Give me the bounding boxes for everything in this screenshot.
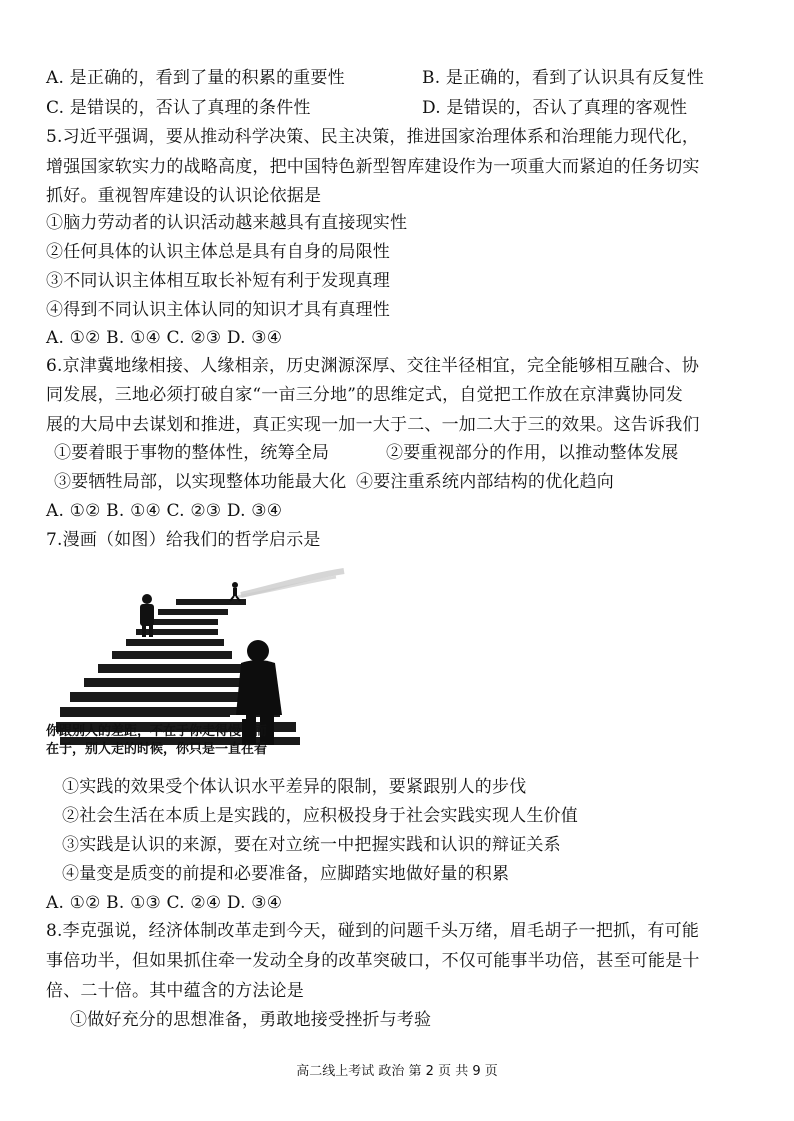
q5-item-3: ③不同认识主体相互取长补短有利于发现真理 <box>46 271 390 291</box>
q5-stem-line-2: 增强国家软实力的战略高度，把中国特色新型智库建设作为一项重大而紧迫的任务切实 <box>46 157 700 177</box>
q6-item-3: ③要牺牲局部，以实现整体功能最大化 <box>54 472 347 492</box>
q5-item-1: ①脑力劳动者的认识活动越来越具有直接现实性 <box>46 213 408 233</box>
q4-option-b: B. 是正确的，看到了认识具有反复性 <box>422 68 704 88</box>
q6-item-2: ②要重视部分的作用，以推动整体发展 <box>386 443 679 463</box>
page-footer: 高二线上考试 政治 第 2 页 共 9 页 <box>296 1064 498 1079</box>
q8-stem-line-1: 8.李克强说，经济体制改革走到今天，碰到的问题千头万绪，眉毛胡子一把抓，有可能 <box>46 921 700 941</box>
q4-option-d: D. 是错误的，否认了真理的客观性 <box>422 98 688 118</box>
q8-stem-line-2: 事倍功半，但如果抓住牵一发动全身的改革突破口，不仅可能事半功倍，甚至可能是十 <box>46 951 700 971</box>
q7-options: A. ①② B. ①③ C. ②④ D. ③④ <box>46 893 283 913</box>
q4-option-c: C. 是错误的，否认了真理的条件性 <box>46 98 311 118</box>
comic-caption-line-2: 在于，别人走的时候，你只是一直在看 <box>46 742 268 757</box>
q8-stem-line-3: 倍、二十倍。其中蕴含的方法论是 <box>46 981 304 1001</box>
q8-item-1: ①做好充分的思想准备，勇敢地接受挫折与考验 <box>70 1010 432 1030</box>
q7-item-1: ①实践的效果受个体认识水平差异的限制，要紧跟别人的步伐 <box>62 777 527 797</box>
q6-stem-line-3: 展的大局中去谋划和推进，真正实现一加一大于二、一加二大于三的效果。这告诉我们 <box>46 415 700 435</box>
q7-item-3: ③实践是认识的来源，要在对立统一中把握实践和认识的辩证关系 <box>62 835 561 855</box>
q5-item-4: ④得到不同认识主体认同的知识才具有真理性 <box>46 300 390 320</box>
q6-item-1: ①要着眼于事物的整体性，统筹全局 <box>54 443 330 463</box>
q5-stem-line-1: 5.习近平强调，要从推动科学决策、民主决策，推进国家治理体系和治理能力现代化， <box>46 127 700 147</box>
q6-stem-line-2: 同发展，三地必须打破自家“一亩三分地”的思维定式，自觉把工作放在京津冀协同发 <box>46 385 683 405</box>
q6-options: A. ①② B. ①④ C. ②③ D. ③④ <box>46 501 283 521</box>
q7-item-4: ④量变是质变的前提和必要准备，应脚踏实地做好量的积累 <box>62 864 510 884</box>
q7-item-2: ②社会生活在本质上是实践的，应积极投身于社会实践实现人生价值 <box>62 806 578 826</box>
q7-stem: 7.漫画（如图）给我们的哲学启示是 <box>46 530 321 550</box>
q5-options: A. ①② B. ①④ C. ②③ D. ③④ <box>46 328 283 348</box>
q6-stem-line-1: 6.京津冀地缘相接、人缘相亲，历史渊源深厚、交往半径相宜，完全能够相互融合、协 <box>46 356 700 376</box>
q5-item-2: ②任何具体的认识主体总是具有自身的局限性 <box>46 242 390 262</box>
q6-item-4: ④要注重系统内部结构的优化趋向 <box>356 472 614 492</box>
comic-caption-line-1: 你跟别人的差距，不在于你走得慢，而 <box>46 724 268 739</box>
q5-stem-line-3: 抓好。重视智库建设的认识论依据是 <box>46 186 322 206</box>
q4-option-a: A. 是正确的，看到了量的积累的重要性 <box>46 68 345 88</box>
